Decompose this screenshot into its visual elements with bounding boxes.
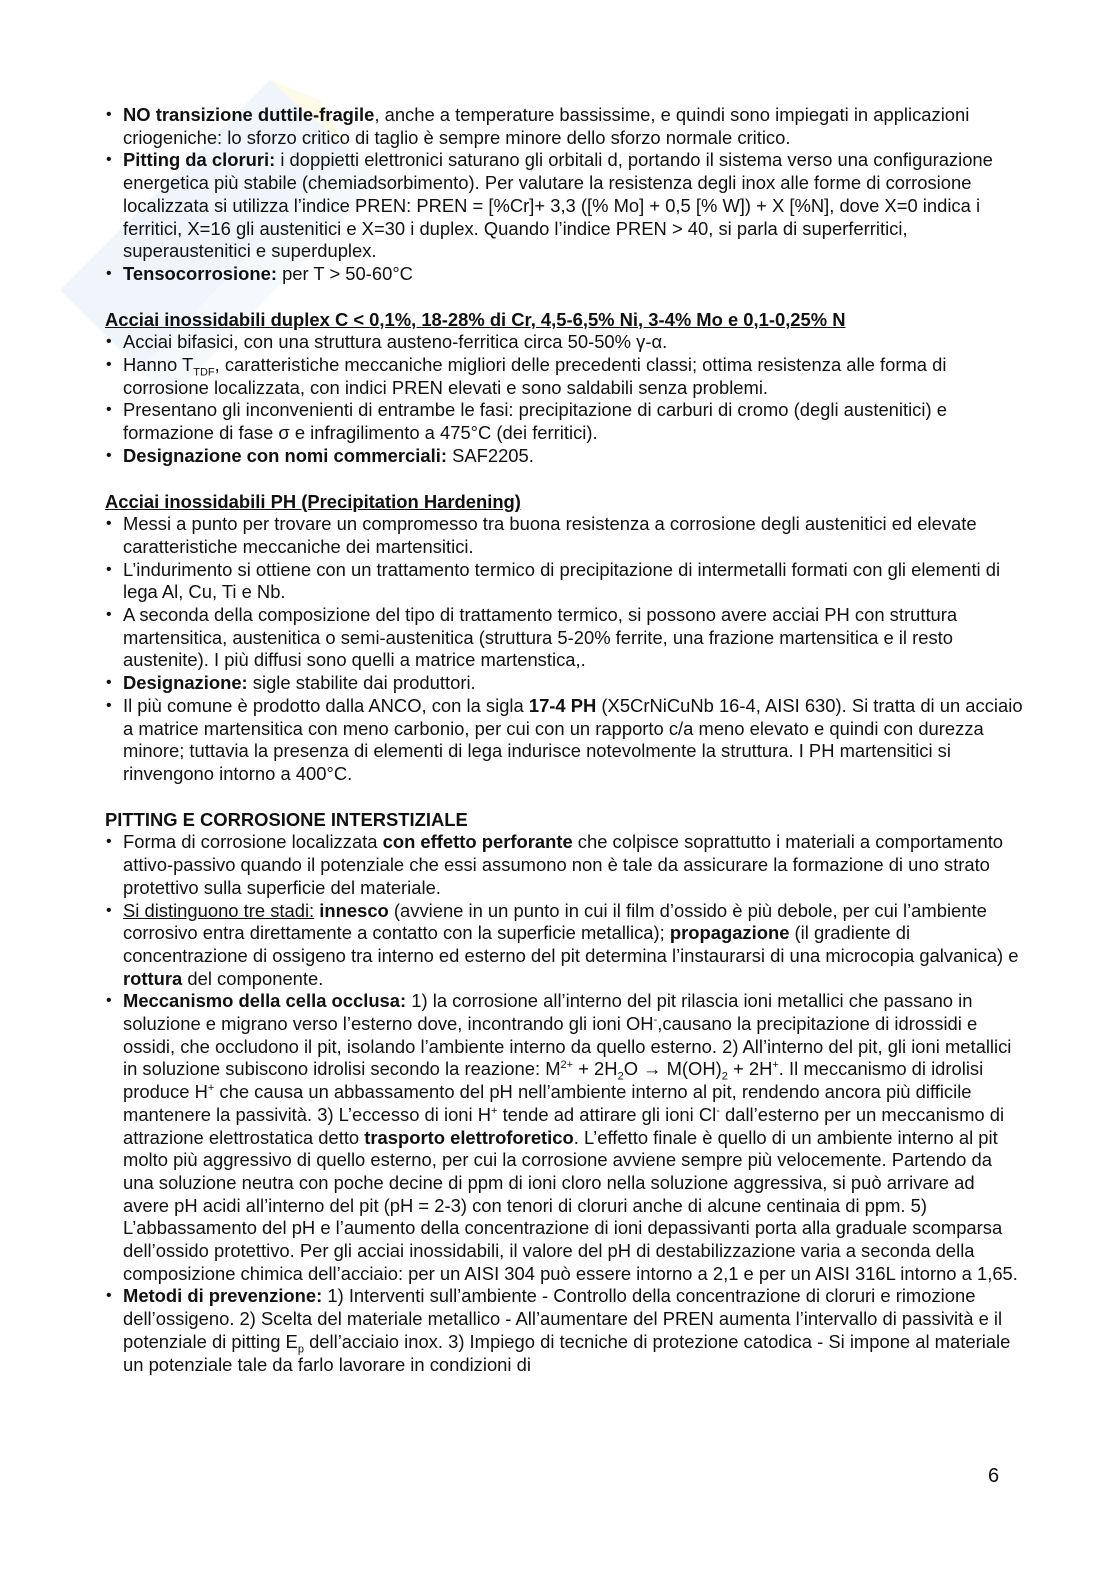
ph-list [105, 513, 1025, 785]
duplex-list [105, 331, 1025, 467]
list-item: • Presentano gli inconvenienti di entrambe le fasi: precipitazione di carburi di cromo (degli austenitici) e formazione di fase σ e infragilimento a 475°C (dei ferritici). [105, 399, 1025, 444]
section-heading: PITTING E CORROSIONE INTERSTIZIALE [105, 808, 468, 830]
section-heading: Acciai inossidabili PH (Precipitation Hardening) [105, 490, 521, 512]
list-item: • Pitting da cloruri: i doppietti elettronici saturano gli orbitali d, portando il sistema verso una configurazione energetica più stabile (chemiadsorbimento). Per valutare la resistenza degli inox alle forme di corrosione localizzata si utilizza l’indice PREN: PREN = [%Cr]+ 3,3 ([% Mo] + 0,5 [% W]) + X [%N], dove X=0 indica i ferritici, X=16 gli austenitici e X=30 i duplex. Quando l’indice PREN > 40, si parla di superferritici, superaustenitici e superduplex. [105, 149, 1025, 263]
list-item: • Designazione: sigle stabilite dai produttori. [105, 672, 1025, 695]
intro-list [105, 104, 1025, 286]
list-item: • NO transizione duttile-fragile, anche a temperature bassissime, e quindi sono impiegati in applicazioni criogeniche: lo sforzo critico di taglio è sempre minore dello sforzo normale critico. [105, 104, 1025, 149]
list-item: • Messi a punto per trovare un compromesso tra buona resistenza a corrosione degli austenitici ed elevate caratteristiche meccaniche dei martensitici. [105, 513, 1025, 558]
section-pitting [105, 809, 1025, 1377]
list-item: • Hanno $T_{TDF}$, caratteristiche meccaniche migliori delle precedenti classi; ottima resistenza alle forma di corrosione localizzata, con indici PREN elevati e sono saldabili senza problemi. [105, 354, 1025, 399]
list-item: • L’indurimento si ottiene con un trattamento termico di precipitazione di intermetalli formati con gli elementi di lega Al, Cu, Ti e Nb. [105, 559, 1025, 604]
list-item: • A seconda della composizione del tipo di trattamento termico, si possono avere acciai PH con struttura martensitica, austenitica o semi-austenitica (struttura 5-20% ferrite, una frazione martensitica e il resto austenite). I più diffusi sono quelli a matrice martenstica,. [105, 604, 1025, 672]
page-number: 6 [988, 1465, 1000, 1487]
document-page [105, 104, 1025, 1376]
list-item: • Acciai bifasici, con una struttura austeno-ferritica circa 50-50% γ-α. [105, 331, 1025, 354]
list-item: • Metodi di prevenzione: 1) Interventi sull’ambiente - Controllo della concentrazione di cloruri e rimozione dell’ossigeno. 2) Scelta del materiale metallico - All’aumentare del PREN aumenta l’intervallo di passività e il potenziale di pitting $E_p$ dell’acciaio inox. 3) Impiego di tecniche di protezione catodica - Si impone al materiale un potenziale tale da farlo lavorare in condizioni di [105, 1285, 1025, 1376]
list-item: • Meccanismo della cella occlusa: 1) la corrosione all’interno del pit rilascia ioni metallici che passano in soluzione e migrano verso l’esterno dove, incontrando gli ioni OH-,causano la precipitazione di idrossidi e ossidi, che occludono il pit, isolando l’ambiente interno da quello esterno. 2) All’interno del pit, gli ioni metallici in soluzione subiscono idrolisi secondo la reazione: $M^{2+} + 2H_2O \to M(OH)_2 + 2H^+$. Il meccanismo di idrolisi produce H+ che causa un abbassamento del pH nell’ambiente interno al pit, rendendo ancora più difficile mantenere la passività. 3) L’eccesso di ioni H+ tende ad attirare gli ioni Cl- dall’esterno per un meccanismo di attrazione elettrostatica detto trasporto elettroforetico. L’effetto finale è quello di un ambiente interno al pit molto più aggressivo di quello esterno, per cui la corrosione avviene sempre più velocemente. Partendo da una soluzione neutra con poche decine di ppm di ioni cloro nella soluzione aggressiva, si può arrivare ad avere pH acidi all’interno del pit (pH = 2-3) con tenori di cloruri anche di alcune centinaia di ppm. 5) L’abbassamento del pH e l’aumento della concentrazione di ioni depassivanti porta alla graduale scomparsa dell’ossido protettivo. Per gli acciai inossidabili, il valore del pH di destabilizzazione varia a seconda della composizione chimica dell’acciaio: per un AISI 304 può essere intorno a 2,1 e per un AISI 316L intorno a 1,65. [105, 990, 1025, 1285]
section-duplex [105, 309, 1025, 468]
list-item: • Il più comune è prodotto dalla ANCO, con la sigla 17-4 PH (X5CrNiCuNb 16-4, AISI 630). Si tratta di un acciaio a matrice martensitica con meno carbonio, per cui con un rapporto c/a meno elevato e quindi con durezza minore; tuttavia la presenza di elementi di lega indurisce notevolmente la struttura. I PH martensitici si rinvengono intorno a 400°C. [105, 695, 1025, 786]
list-item: • Si distinguono tre stadi: innesco (avviene in un punto in cui il film d’ossido è più debole, per cui l’ambiente corrosivo entra direttamente a contatto con la superficie metallica); propagazione (il gradiente di concentrazione di ossigeno tra interno ed esterno del pit determina l’instaurarsi di una microcopia galvanica) e rottura del componente. [105, 900, 1025, 991]
list-item: • Designazione con nomi commerciali: SAF2205. [105, 445, 1025, 468]
section-heading: Acciai inossidabili duplex C < 0,1%, 18-28% di Cr, 4,5-6,5% Ni, 3-4% Mo e 0,1-0,25% N [105, 308, 846, 330]
section-ph [105, 491, 1025, 786]
list-item: • Forma di corrosione localizzata con effetto perforante che colpisce soprattutto i materiali a comportamento attivo-passivo quando il potenziale che essi assumono non è tale da assicurare la formazione di uno strato protettivo sulla superficie del materiale. [105, 831, 1025, 899]
list-item: • Tensocorrosione: per T > 50-60°C [105, 263, 1025, 286]
pitting-list [105, 831, 1025, 1376]
